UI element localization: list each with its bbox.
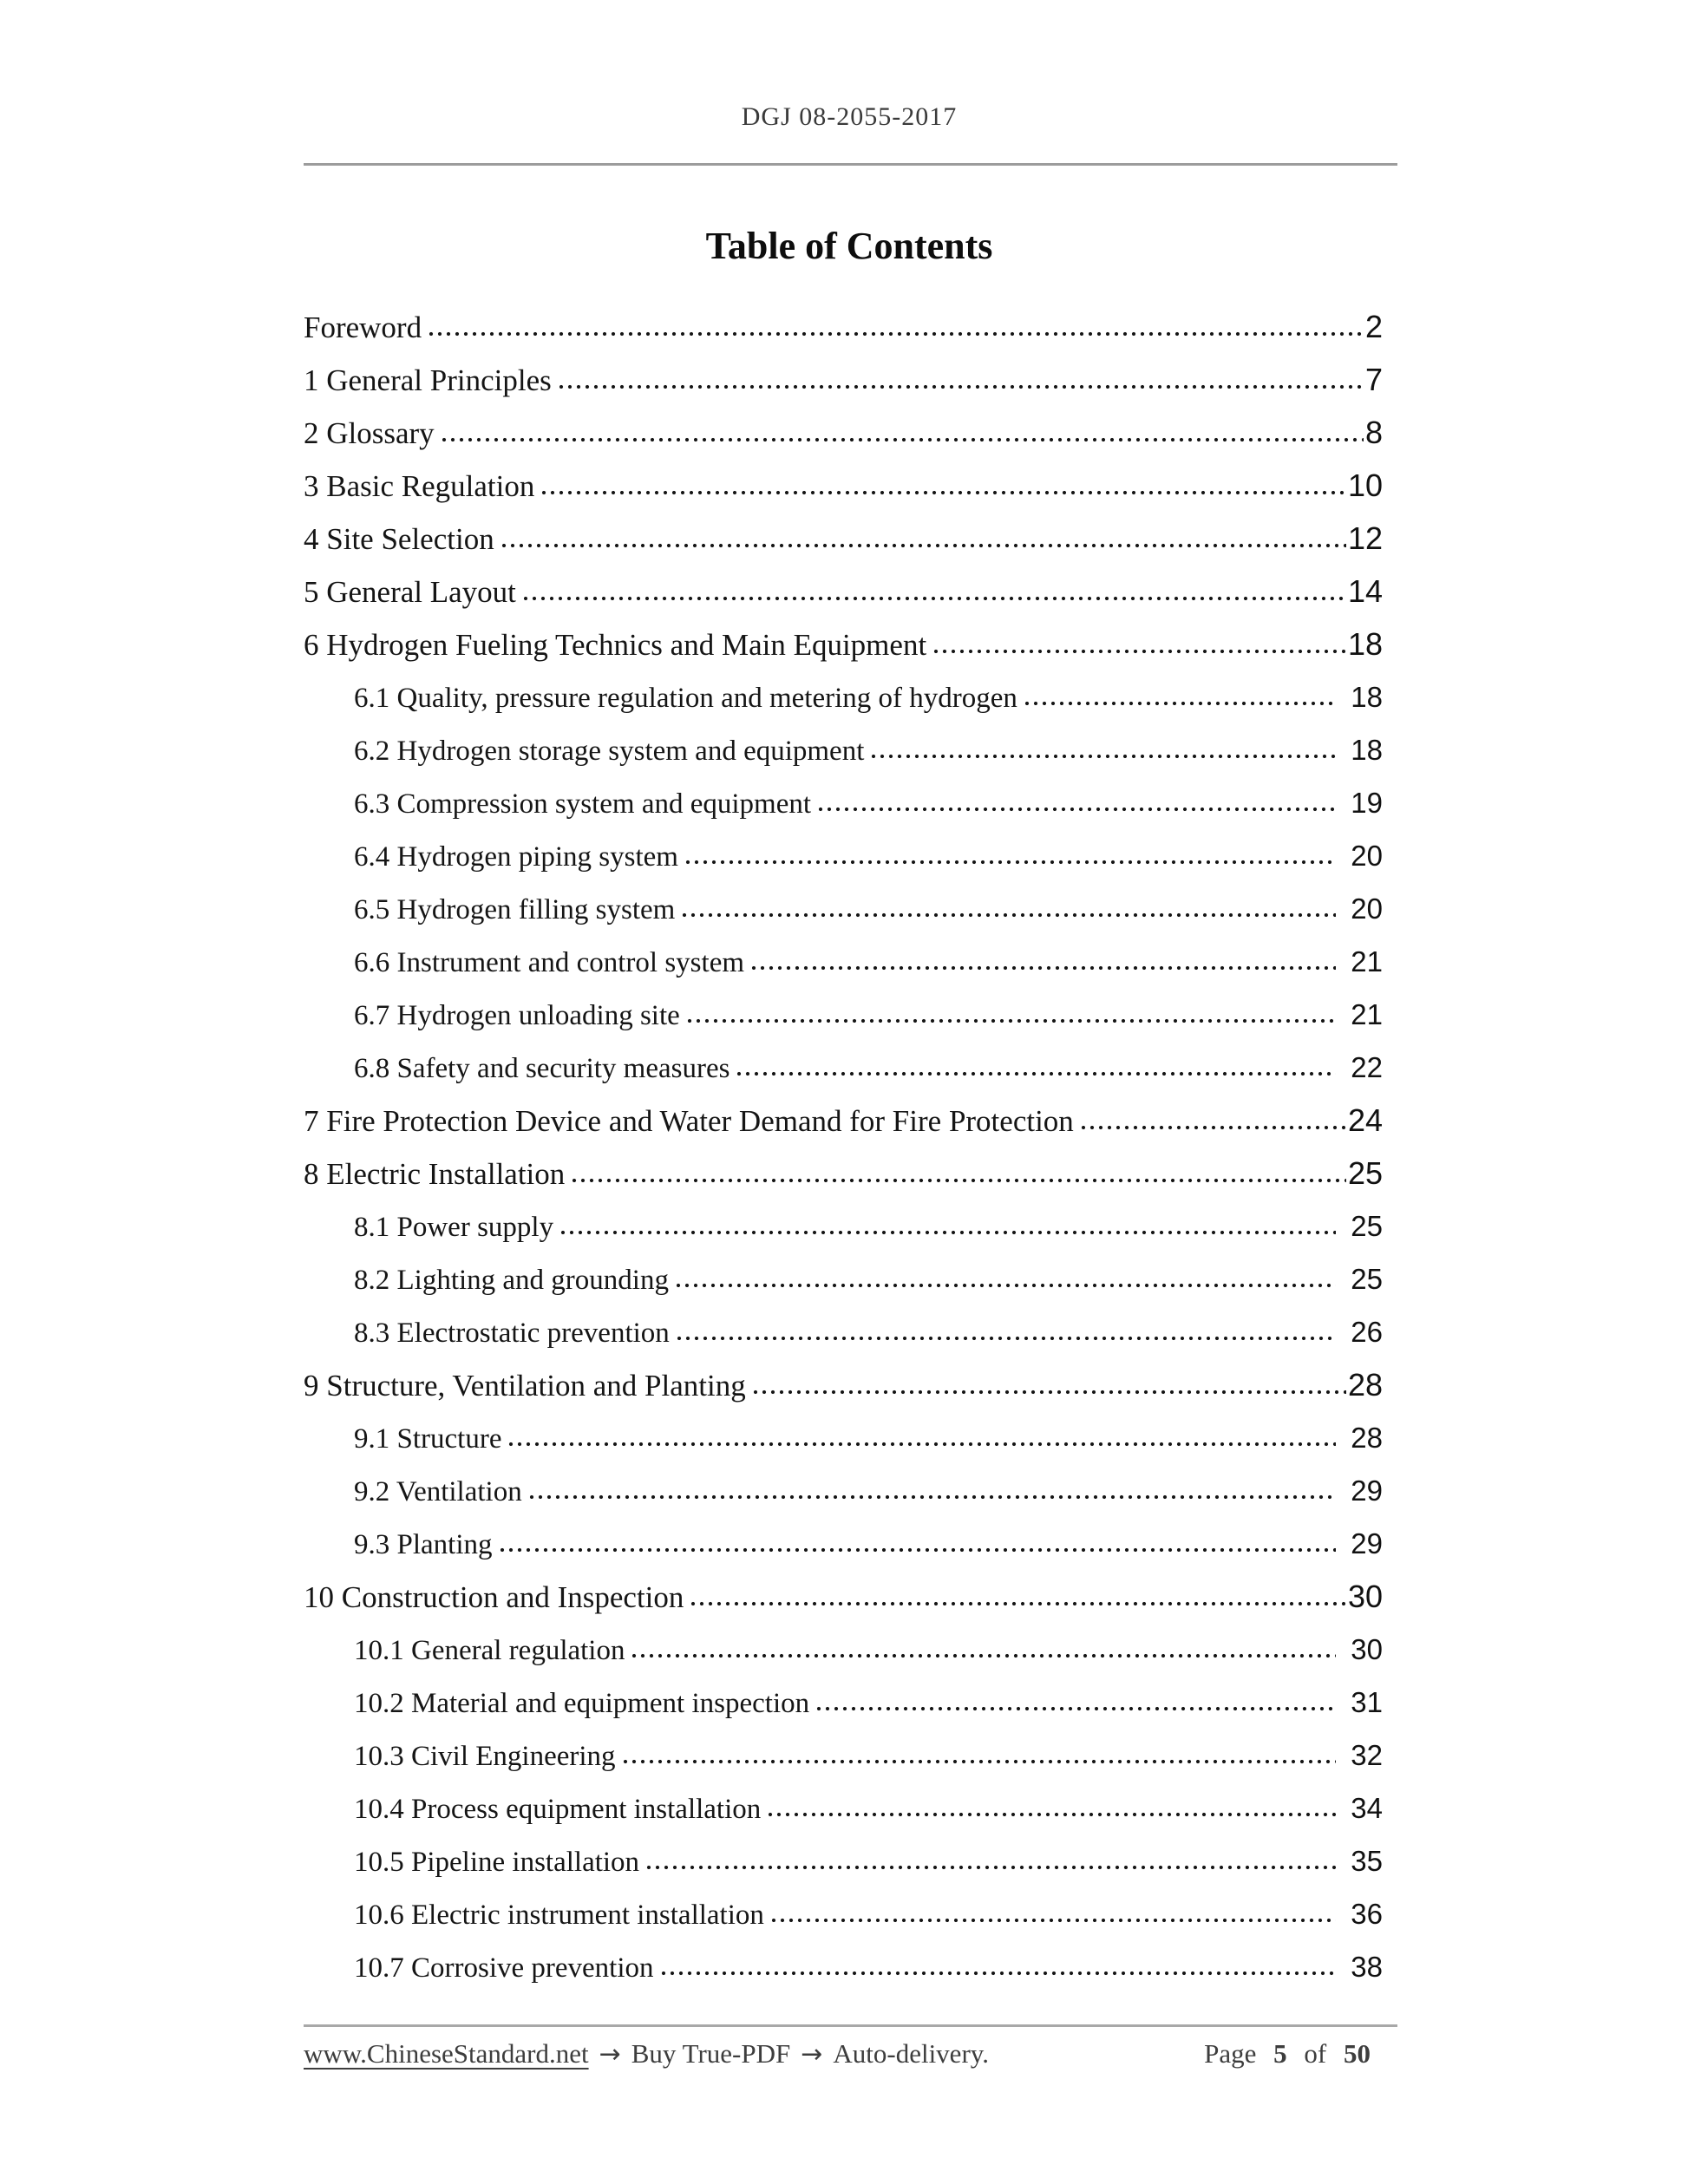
dot-leader <box>621 1758 1337 1765</box>
toc-entry <box>304 1729 1395 1782</box>
toc-entry-label: 8.3 Electrostatic prevention <box>354 1318 670 1349</box>
dot-leader <box>689 1600 1346 1607</box>
toc-page-number: 38 <box>1351 1951 1383 1983</box>
dot-leader <box>766 1811 1336 1818</box>
dot-leader <box>735 1070 1336 1077</box>
toc-page-number: 30 <box>1351 1633 1383 1665</box>
toc-page-number: 32 <box>1351 1739 1383 1771</box>
dot-leader <box>498 1546 1337 1553</box>
toc-entry <box>304 618 1395 670</box>
toc-page-number: 28 <box>1347 1367 1383 1403</box>
toc-entry-label: 6.8 Safety and security measures <box>354 1053 730 1084</box>
toc-page-number: 20 <box>1351 893 1383 925</box>
toc-entry-label: 6.1 Quality, pressure regulation and metering of hydrogen <box>354 683 1017 714</box>
toc-entry-label: 8.1 Power supply <box>354 1212 554 1243</box>
toc-entry-label: 6.5 Hydrogen filling system <box>354 894 676 925</box>
dot-leader <box>507 1441 1336 1448</box>
toc-entry-label: 3 Basic Regulation <box>304 469 535 503</box>
toc-list <box>304 300 1395 1993</box>
toc-entry <box>304 1517 1395 1570</box>
toc-entry-label: 9.1 Structure <box>354 1423 502 1455</box>
arrow-icon: → <box>801 2039 823 2070</box>
toc-entry <box>304 1464 1395 1517</box>
toc-entry-label: 8.2 Lighting and grounding <box>354 1265 669 1296</box>
toc-entry <box>304 353 1395 406</box>
toc-page-number: 7 <box>1364 362 1383 397</box>
toc-entry-label: 7 Fire Protection Device and Water Demand for Fire Protection <box>304 1104 1074 1138</box>
toc-page-number: 12 <box>1347 520 1383 556</box>
toc-entry <box>304 300 1395 353</box>
dot-leader <box>659 1970 1337 1977</box>
toc-page-number: 35 <box>1351 1845 1383 1877</box>
toc-page-number: 25 <box>1347 1155 1383 1191</box>
toc-entry <box>304 882 1395 935</box>
toc-entry-label: 10.3 Civil Engineering <box>354 1741 616 1772</box>
toc-entry <box>304 1305 1395 1358</box>
page-word: Page <box>1204 2038 1257 2069</box>
page-title: Table of Contents <box>705 225 993 267</box>
toc-page-number: 34 <box>1351 1792 1383 1824</box>
of-word: of <box>1304 2038 1327 2069</box>
toc-entry-label: 10.6 Electric instrument installation <box>354 1900 764 1931</box>
toc-entry <box>304 1411 1395 1464</box>
toc-entry <box>304 1252 1395 1305</box>
toc-page-number: 24 <box>1347 1102 1383 1138</box>
toc-entry-label: 10.1 General regulation <box>354 1635 625 1666</box>
arrow-icon: → <box>599 2039 621 2070</box>
toc-page-number: 19 <box>1351 787 1383 819</box>
toc-page-number: 25 <box>1351 1263 1383 1295</box>
toc-page-number: 28 <box>1351 1422 1383 1454</box>
toc-entry-label: 1 General Principles <box>304 363 552 397</box>
dot-leader <box>674 1282 1336 1289</box>
toc-page-number: 14 <box>1347 573 1383 609</box>
dot-leader <box>521 595 1346 602</box>
dot-leader <box>684 859 1336 866</box>
toc-page-number: 29 <box>1351 1527 1383 1560</box>
toc-entry <box>304 1358 1395 1411</box>
toc-page-number: 31 <box>1351 1686 1383 1718</box>
toc-entry <box>304 829 1395 882</box>
toc-page-number: 21 <box>1351 945 1383 978</box>
toc-entry <box>304 1570 1395 1623</box>
toc-entry-label: 10.2 Material and equipment inspection <box>354 1688 810 1719</box>
toc-entry-label: 6.3 Compression system and equipment <box>354 788 812 820</box>
toc-entry <box>304 512 1395 565</box>
dot-leader <box>1023 700 1336 707</box>
dot-leader <box>749 964 1336 971</box>
toc-entry-label: 10 Construction and Inspection <box>304 1580 684 1614</box>
toc-page-number: 26 <box>1351 1316 1383 1348</box>
dot-leader <box>1079 1124 1346 1131</box>
dot-leader <box>527 1494 1337 1501</box>
website-link[interactable]: www.ChineseStandard.net <box>304 2038 589 2069</box>
toc-entry <box>304 1782 1395 1834</box>
total-page-number: 50 <box>1344 2038 1371 2069</box>
toc-entry <box>304 935 1395 988</box>
dot-leader <box>751 1389 1346 1396</box>
toc-entry-label: 10.7 Corrosive prevention <box>354 1952 654 1984</box>
footer-action-delivery: Auto-delivery. <box>833 2038 990 2069</box>
toc-entry-label: Foreword <box>304 311 422 344</box>
toc-page-number: 10 <box>1347 468 1383 503</box>
toc-entry <box>304 1200 1395 1252</box>
toc-entry-label: 5 General Layout <box>304 575 516 609</box>
toc-page-number: 18 <box>1351 681 1383 713</box>
dot-leader <box>644 1864 1336 1871</box>
dot-leader <box>557 383 1364 390</box>
toc-entry-label: 9.3 Planting <box>354 1529 493 1560</box>
dot-leader <box>540 489 1346 496</box>
toc-entry <box>304 988 1395 1041</box>
toc-page-number: 29 <box>1351 1475 1383 1507</box>
toc-page-number: 36 <box>1351 1898 1383 1930</box>
dot-leader <box>869 753 1336 760</box>
toc-entry-label: 10.5 Pipeline installation <box>354 1847 640 1878</box>
toc-page-number: 8 <box>1364 415 1383 450</box>
dot-leader <box>570 1177 1346 1184</box>
toc-page-number: 18 <box>1347 626 1383 662</box>
toc-entry-label: 9.2 Ventilation <box>354 1476 522 1507</box>
dot-leader <box>630 1652 1336 1659</box>
toc-entry <box>304 1094 1395 1147</box>
toc-entry-label: 8 Electric Installation <box>304 1157 566 1191</box>
toc-page-number: 2 <box>1364 309 1383 344</box>
toc-entry <box>304 1940 1395 1993</box>
toc-page-number: 21 <box>1351 998 1383 1030</box>
toc-entry-label: 6.4 Hydrogen piping system <box>354 841 678 873</box>
toc-entry-label: 9 Structure, Ventilation and Planting <box>304 1369 746 1403</box>
toc-entry <box>304 670 1395 723</box>
toc-page-number: 30 <box>1347 1579 1383 1614</box>
toc-entry <box>304 1041 1395 1094</box>
toc-entry <box>304 1676 1395 1729</box>
toc-page-number: 22 <box>1351 1051 1383 1083</box>
toc-page-number: 18 <box>1351 734 1383 766</box>
toc-entry <box>304 1834 1395 1887</box>
page-footer <box>304 2037 1395 2070</box>
toc-entry <box>304 1147 1395 1200</box>
footer-divider <box>304 2024 1397 2027</box>
toc-entry-label: 2 Glossary <box>304 416 435 450</box>
dot-leader <box>769 1917 1336 1924</box>
dot-leader <box>500 542 1346 549</box>
toc-entry <box>304 1623 1395 1676</box>
dot-leader <box>815 1705 1336 1712</box>
dot-leader <box>440 436 1364 443</box>
dot-leader <box>559 1229 1336 1236</box>
toc-page-number: 20 <box>1351 840 1383 872</box>
toc-entry-label: 6.6 Instrument and control system <box>354 947 745 978</box>
toc-entry-label: 4 Site Selection <box>304 522 494 556</box>
toc-entry <box>304 723 1395 776</box>
page-indicator <box>1204 2037 1395 2070</box>
dot-leader <box>816 806 1336 813</box>
toc-entry-label: 6.7 Hydrogen unloading site <box>354 1000 680 1031</box>
dot-leader <box>680 912 1336 919</box>
current-page-number: 5 <box>1273 2038 1287 2069</box>
footer-action-buy: Buy True-PDF <box>631 2038 791 2069</box>
dot-leader <box>932 648 1346 655</box>
dot-leader <box>685 1017 1337 1024</box>
toc-entry-label: 6.2 Hydrogen storage system and equipment <box>354 736 865 767</box>
dot-leader <box>675 1335 1336 1342</box>
header-divider <box>304 163 1397 166</box>
toc-entry <box>304 565 1395 618</box>
toc-entry <box>304 406 1395 459</box>
toc-entry <box>304 776 1395 829</box>
toc-page-number: 25 <box>1351 1210 1383 1242</box>
toc-entry <box>304 459 1395 512</box>
dot-leader <box>427 330 1364 337</box>
toc-entry-label: 6 Hydrogen Fueling Technics and Main Equipment <box>304 628 927 662</box>
doc-number: DGJ 08-2055-2017 <box>741 102 958 131</box>
toc-entry <box>304 1887 1395 1940</box>
toc-entry-label: 10.4 Process equipment installation <box>354 1794 762 1825</box>
